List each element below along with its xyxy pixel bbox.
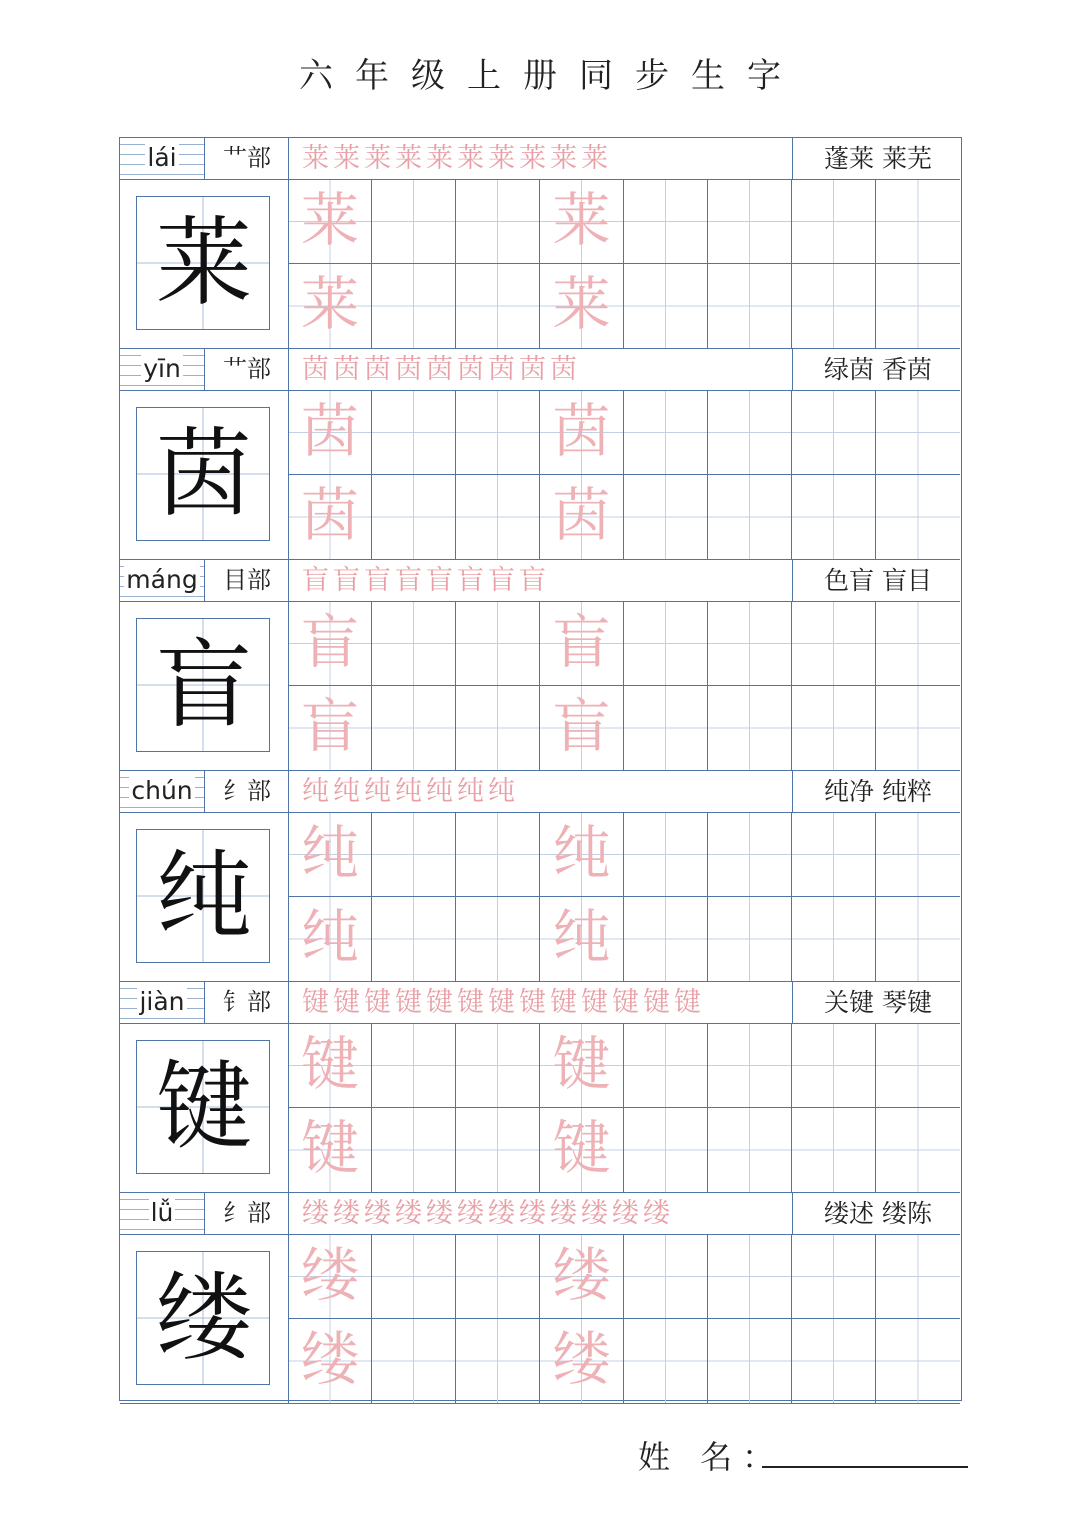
- name-label: 姓 名：: [638, 1438, 785, 1476]
- trace-cell: [540, 686, 624, 770]
- name-input-line[interactable]: [762, 1466, 968, 1468]
- writing-cell[interactable]: [708, 897, 792, 981]
- writing-cell[interactable]: [708, 475, 792, 559]
- pinyin-label: [120, 1193, 204, 1234]
- practice-sheet: [119, 137, 962, 1401]
- trace-character: 纯: [552, 903, 611, 971]
- stroke-order-sequence: 缕缕缕缕缕缕缕缕缕缕缕缕: [302, 1198, 674, 1229]
- writing-cell[interactable]: [372, 1108, 456, 1192]
- trace-character: 茵: [552, 481, 611, 549]
- trace-character: 盲: [300, 608, 359, 676]
- writing-cell[interactable]: [456, 1235, 540, 1319]
- writing-cell[interactable]: [456, 1024, 540, 1108]
- writing-cell[interactable]: [876, 264, 960, 348]
- writing-grid: [288, 1235, 960, 1403]
- stroke-order-sequence: 莱莱莱莱莱莱莱莱莱莱: [302, 143, 612, 174]
- writing-grid: [288, 602, 960, 770]
- writing-cell[interactable]: [372, 391, 456, 475]
- pinyin-label: [120, 349, 204, 390]
- trace-character: 茵: [300, 481, 359, 549]
- pinyin-text: yīn: [143, 354, 181, 383]
- writing-grid: [288, 813, 960, 981]
- model-character-box: [136, 407, 270, 541]
- writing-cell[interactable]: [372, 264, 456, 348]
- trace-character: 纯: [552, 819, 611, 887]
- writing-cell[interactable]: [456, 264, 540, 348]
- writing-cell[interactable]: [372, 180, 456, 264]
- character-block: [120, 138, 960, 349]
- writing-cell[interactable]: [372, 602, 456, 686]
- header-divider: [792, 138, 793, 179]
- character-header-row: [120, 560, 960, 602]
- example-words: 关键 琴键: [824, 988, 932, 1017]
- writing-cell[interactable]: [456, 686, 540, 770]
- writing-cell[interactable]: [624, 602, 708, 686]
- model-character-area: [120, 1235, 288, 1403]
- radical-label: 纟部: [223, 777, 271, 805]
- header-divider: [288, 771, 289, 812]
- writing-grid: [288, 1024, 960, 1192]
- trace-cell: [288, 813, 372, 897]
- trace-character: 缕: [552, 1325, 611, 1393]
- character-block: [120, 1193, 960, 1404]
- example-words: 蓬莱 莱芜: [824, 144, 932, 173]
- writing-cell[interactable]: [456, 897, 540, 981]
- writing-cell[interactable]: [792, 813, 876, 897]
- trace-cell: [540, 1235, 624, 1319]
- writing-cell[interactable]: [876, 686, 960, 770]
- trace-character: 缕: [300, 1325, 359, 1393]
- writing-cell[interactable]: [456, 1108, 540, 1192]
- trace-character: 莱: [552, 186, 611, 254]
- character-block: [120, 560, 960, 771]
- trace-character: 盲: [552, 692, 611, 760]
- model-character: 盲: [156, 629, 252, 741]
- writing-cell[interactable]: [372, 1024, 456, 1108]
- trace-cell: [288, 1235, 372, 1319]
- stroke-order-sequence: 茵茵茵茵茵茵茵茵茵: [302, 354, 581, 385]
- trace-cell: [540, 897, 624, 981]
- model-character-box: [136, 618, 270, 752]
- writing-cell[interactable]: [708, 180, 792, 264]
- writing-cell[interactable]: [456, 391, 540, 475]
- writing-cell[interactable]: [372, 813, 456, 897]
- writing-cell[interactable]: [876, 813, 960, 897]
- header-divider: [792, 1193, 793, 1234]
- trace-character: 键: [300, 1030, 359, 1098]
- pinyin-label: [120, 771, 204, 812]
- trace-character: 茵: [552, 397, 611, 465]
- trace-cell: [540, 475, 624, 559]
- pinyin-text: máng: [126, 565, 198, 594]
- example-words: 缕述 缕陈: [824, 1199, 932, 1228]
- trace-cell: [540, 1108, 624, 1192]
- writing-cell[interactable]: [372, 897, 456, 981]
- pinyin-text: lái: [147, 143, 177, 172]
- header-divider: [288, 982, 289, 1023]
- header-divider: [204, 982, 205, 1023]
- writing-cell[interactable]: [792, 475, 876, 559]
- writing-cell[interactable]: [792, 1319, 876, 1403]
- trace-cell: [288, 602, 372, 686]
- trace-character: 键: [552, 1030, 611, 1098]
- trace-cell: [288, 1319, 372, 1403]
- writing-cell[interactable]: [456, 180, 540, 264]
- model-character: 纯: [156, 840, 252, 952]
- radical-label: 钅部: [223, 988, 271, 1016]
- trace-cell: [288, 180, 372, 264]
- writing-cell[interactable]: [624, 1235, 708, 1319]
- header-divider: [204, 560, 205, 601]
- radical-label: 目部: [223, 566, 271, 594]
- model-character-box: [136, 196, 270, 330]
- trace-cell: [288, 475, 372, 559]
- writing-cell[interactable]: [708, 1235, 792, 1319]
- writing-cell[interactable]: [624, 813, 708, 897]
- writing-cell[interactable]: [792, 180, 876, 264]
- trace-cell: [288, 686, 372, 770]
- radical-label: 艹部: [223, 355, 271, 383]
- writing-cell[interactable]: [876, 602, 960, 686]
- trace-cell: [540, 1319, 624, 1403]
- pinyin-text: chún: [131, 776, 193, 805]
- writing-cell[interactable]: [372, 475, 456, 559]
- writing-grid: [288, 391, 960, 559]
- stroke-order-sequence: 盲盲盲盲盲盲盲盲: [302, 565, 550, 596]
- trace-cell: [540, 1024, 624, 1108]
- writing-cell[interactable]: [708, 391, 792, 475]
- trace-character: 莱: [300, 186, 359, 254]
- trace-character: 莱: [300, 270, 359, 338]
- pinyin-label: [120, 560, 204, 601]
- writing-cell[interactable]: [624, 1024, 708, 1108]
- model-character-box: [136, 1040, 270, 1174]
- writing-cell[interactable]: [876, 1024, 960, 1108]
- stroke-order-sequence: 纯纯纯纯纯纯纯: [302, 776, 519, 807]
- trace-character: 莱: [552, 270, 611, 338]
- writing-cell[interactable]: [708, 1319, 792, 1403]
- practice-area: [120, 391, 960, 560]
- writing-cell[interactable]: [624, 1319, 708, 1403]
- writing-cell[interactable]: [876, 180, 960, 264]
- writing-cell[interactable]: [624, 475, 708, 559]
- header-divider: [288, 560, 289, 601]
- model-character-box: [136, 1251, 270, 1385]
- model-character-box: [136, 829, 270, 963]
- writing-cell[interactable]: [792, 1235, 876, 1319]
- writing-cell[interactable]: [792, 391, 876, 475]
- writing-cell[interactable]: [456, 1319, 540, 1403]
- writing-cell[interactable]: [876, 897, 960, 981]
- trace-cell: [540, 813, 624, 897]
- character-block: [120, 982, 960, 1193]
- character-header-row: [120, 138, 960, 180]
- trace-cell: [288, 391, 372, 475]
- model-character-area: [120, 180, 288, 348]
- trace-cell: [288, 1108, 372, 1192]
- header-divider: [792, 560, 793, 601]
- practice-area: [120, 1024, 960, 1193]
- character-block: [120, 771, 960, 982]
- practice-area: [120, 1235, 960, 1404]
- writing-cell[interactable]: [792, 264, 876, 348]
- character-header-row: [120, 982, 960, 1024]
- writing-cell[interactable]: [876, 1235, 960, 1319]
- pinyin-text: jiàn: [139, 987, 185, 1016]
- header-divider: [288, 138, 289, 179]
- model-character: 茵: [156, 418, 252, 530]
- pinyin-text: lǚ: [150, 1198, 174, 1227]
- header-divider: [204, 1193, 205, 1234]
- practice-area: [120, 180, 960, 349]
- writing-cell[interactable]: [876, 1319, 960, 1403]
- stroke-order-sequence: 键键键键键键键键键键键键键: [302, 987, 705, 1018]
- model-character: 键: [156, 1051, 252, 1163]
- trace-cell: [540, 391, 624, 475]
- model-character-area: [120, 1024, 288, 1192]
- trace-character: 键: [300, 1114, 359, 1182]
- header-divider: [792, 349, 793, 390]
- header-divider: [288, 1193, 289, 1234]
- header-divider: [792, 771, 793, 812]
- character-header-row: [120, 1193, 960, 1235]
- header-divider: [204, 138, 205, 179]
- trace-character: 缕: [300, 1241, 359, 1309]
- writing-cell[interactable]: [456, 475, 540, 559]
- trace-character: 茵: [300, 397, 359, 465]
- trace-character: 键: [552, 1114, 611, 1182]
- writing-cell[interactable]: [708, 686, 792, 770]
- example-words: 色盲 盲目: [824, 566, 932, 595]
- writing-grid: [288, 180, 960, 348]
- character-block: [120, 349, 960, 560]
- practice-area: [120, 602, 960, 771]
- writing-cell[interactable]: [372, 686, 456, 770]
- writing-cell[interactable]: [708, 1024, 792, 1108]
- writing-cell[interactable]: [792, 686, 876, 770]
- trace-cell: [540, 264, 624, 348]
- writing-cell[interactable]: [792, 1024, 876, 1108]
- example-words: 绿茵 香茵: [824, 355, 932, 384]
- writing-cell[interactable]: [372, 1319, 456, 1403]
- page-title: 六年级上册同步生字: [299, 56, 803, 96]
- header-divider: [792, 982, 793, 1023]
- writing-cell[interactable]: [456, 813, 540, 897]
- header-divider: [204, 771, 205, 812]
- writing-cell[interactable]: [456, 602, 540, 686]
- trace-character: 纯: [300, 903, 359, 971]
- trace-character: 缕: [552, 1241, 611, 1309]
- writing-cell[interactable]: [876, 391, 960, 475]
- trace-cell: [288, 1024, 372, 1108]
- writing-cell[interactable]: [792, 602, 876, 686]
- character-header-row: [120, 349, 960, 391]
- writing-cell[interactable]: [792, 897, 876, 981]
- trace-character: 盲: [552, 608, 611, 676]
- trace-cell: [540, 180, 624, 264]
- header-divider: [288, 349, 289, 390]
- model-character-area: [120, 602, 288, 770]
- radical-label: 纟部: [223, 1199, 271, 1227]
- model-character-area: [120, 813, 288, 981]
- model-character: 莱: [156, 207, 252, 319]
- writing-cell[interactable]: [624, 897, 708, 981]
- trace-character: 盲: [300, 692, 359, 760]
- model-character: 缕: [156, 1262, 252, 1374]
- writing-cell[interactable]: [624, 180, 708, 264]
- writing-cell[interactable]: [792, 1108, 876, 1192]
- practice-area: [120, 813, 960, 982]
- writing-cell[interactable]: [624, 686, 708, 770]
- writing-cell[interactable]: [624, 1108, 708, 1192]
- example-words: 纯净 纯粹: [824, 777, 932, 806]
- writing-cell[interactable]: [876, 475, 960, 559]
- radical-label: 艹部: [223, 144, 271, 172]
- character-header-row: [120, 771, 960, 813]
- trace-character: 纯: [300, 819, 359, 887]
- writing-cell[interactable]: [708, 813, 792, 897]
- writing-cell[interactable]: [876, 1108, 960, 1192]
- writing-cell[interactable]: [708, 1108, 792, 1192]
- writing-cell[interactable]: [708, 602, 792, 686]
- pinyin-label: [120, 138, 204, 179]
- writing-cell[interactable]: [624, 391, 708, 475]
- trace-cell: [288, 897, 372, 981]
- header-divider: [204, 349, 205, 390]
- pinyin-label: [120, 982, 204, 1023]
- trace-cell: [288, 264, 372, 348]
- model-character-area: [120, 391, 288, 559]
- writing-cell[interactable]: [624, 264, 708, 348]
- writing-cell[interactable]: [372, 1235, 456, 1319]
- trace-cell: [540, 602, 624, 686]
- writing-cell[interactable]: [708, 264, 792, 348]
